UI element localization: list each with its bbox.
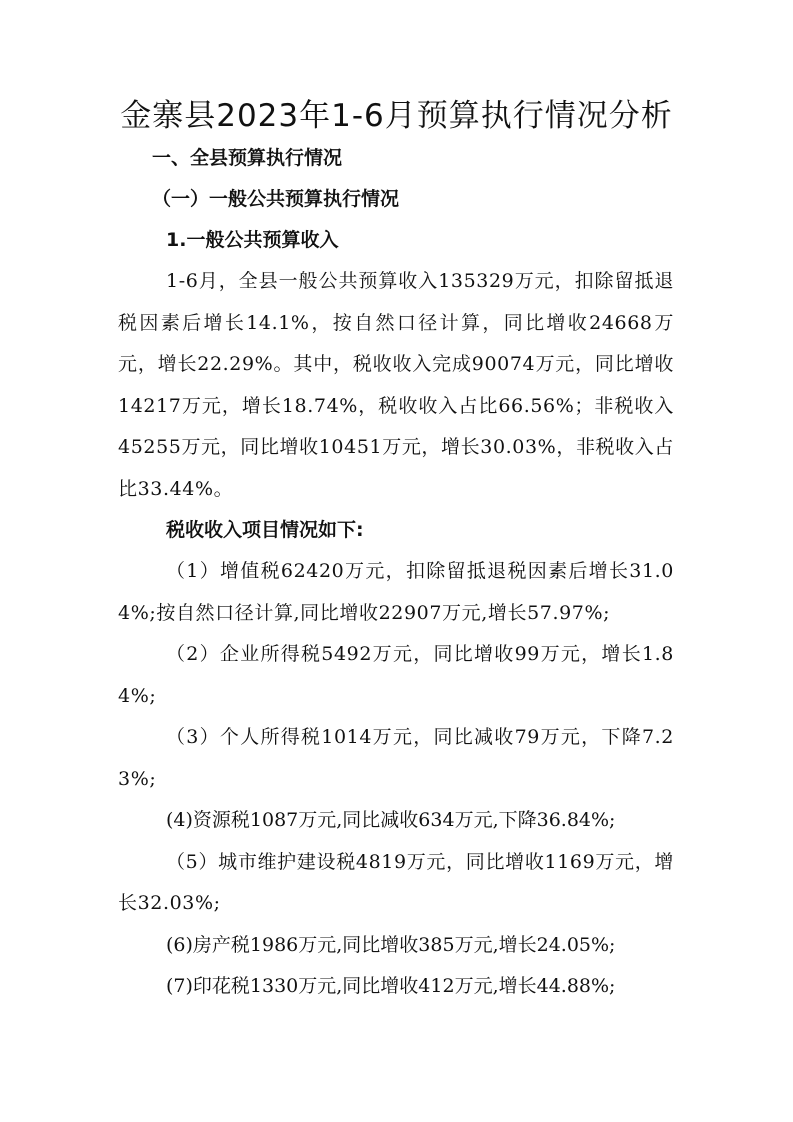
tax-items-heading: 税收收入项目情况如下: — [166, 519, 364, 541]
tax-item-urban-maintenance: （5）城市维护建设税4819万元，同比增收1169万元，增长32.03%; — [118, 850, 674, 914]
revenue-paragraph: 1-6月，全县一般公共预算收入135329万元，扣除留抵退税因素后增长14.1%，按自然口径计算，同比增收24668万元，增长22.29%。其中，税收收入完成90074万元，同比增收14217万元，增长18.74%，税收收入占比66.56%；非税收入45255万元，同比增收10451万元，增长30.03%，非税收入占比33.44%。 — [118, 270, 674, 500]
section-heading-1-1-1: 1.一般公共预算收入 — [166, 229, 339, 251]
document-title: 金寨县2023年1-6月预算执行情况分析 — [120, 98, 673, 134]
tax-item-personal-income: （3）个人所得税1014万元，同比减收79万元，下降7.23%; — [118, 726, 674, 790]
section-heading-1: 一、全县预算执行情况 — [152, 147, 343, 169]
tax-item-vat: （1）增值税62420万元，扣除留抵退税因素后增长31.04%;按自然口径计算,同比增收22907万元,增长57.97%; — [118, 560, 674, 624]
tax-item-resource: (4)资源税1087万元,同比减收634万元,下降36.84%; — [166, 809, 616, 831]
document-body — [118, 138, 674, 1008]
section-heading-1-1: （一）一般公共预算执行情况 — [152, 188, 400, 210]
tax-item-property: (6)房产税1986万元,同比增收385万元,增长24.05%; — [166, 933, 616, 956]
tax-item-stamp: (7)印花税1330万元,同比增收412万元,增长44.88%; — [166, 975, 616, 997]
tax-item-corporate-income: （2）企业所得税5492万元，同比增收99万元，增长1.84%; — [118, 643, 674, 707]
